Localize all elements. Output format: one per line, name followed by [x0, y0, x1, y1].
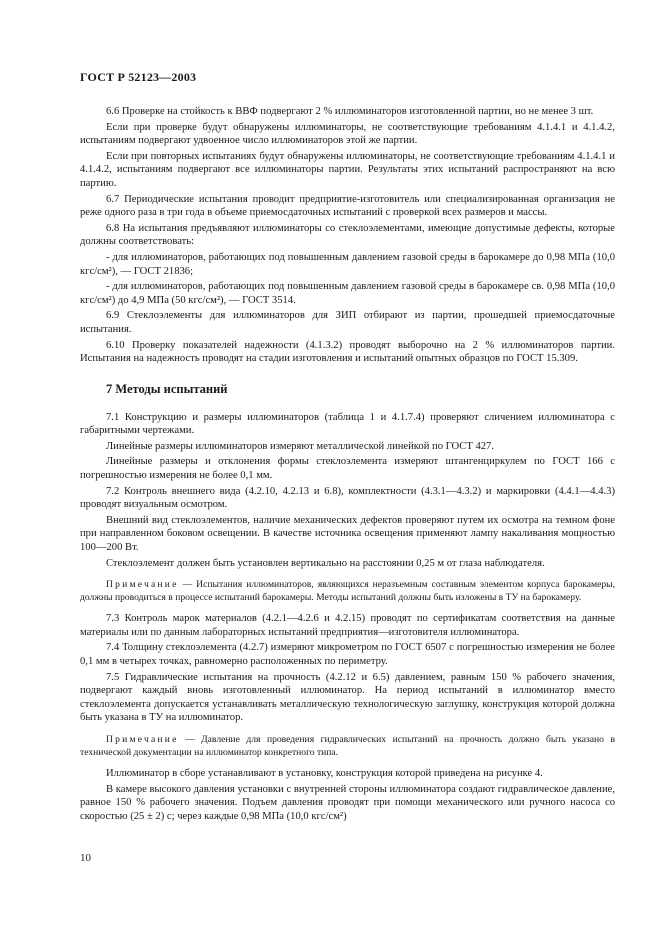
paragraph: Линейные размеры и отклонения формы стеклоэлемента измеряют штангенциркулем по ГОСТ 166 с погрешностью измерения не более 0,1 мм. — [80, 456, 615, 482]
paragraph: 6.7 Периодические испытания проводит предприятие-изготовитель или специализированная организация не реже одного раза в три года в объеме приемосдаточных испытаний с проверкой всех размеров и массы. — [80, 193, 615, 219]
paragraph: Внешний вид стеклоэлементов, наличие механических дефектов проверяют путем их осмотра на темном фоне при направленном боковом освещении. В качестве источника освещения применяют лампу накаливания мощностью 100—200 Вт. — [80, 514, 615, 554]
paragraph: 7.3 Контроль марок материалов (4.2.1—4.2.6 и 4.2.15) проводят по сертификатам соответствия на данные материалы или по данным лабораторных испытаний предприятия—изготовителя иллюминатора. — [80, 613, 615, 638]
page-number: 10 — [80, 852, 91, 864]
document-header: ГОСТ Р 52123—2003 — [80, 70, 197, 84]
paragraph: 7.2 Контроль внешнего вида (4.2.10, 4.2.13 и 6.8), комплектности (4.3.1—4.3.2) и маркировки (4.4.1—4.4.3) проводят визуальным осмотром. — [80, 485, 615, 511]
paragraph: - для иллюминаторов, работающих под повышенным давлением газовой среды в барокамере до 0,98 МПа (10,0 кгс/см²), — ГОСТ 21836; — [80, 251, 615, 277]
paragraph: 6.6 Проверке на стойкость к ВВФ подвергают 2 % иллюминаторов изготовленной партии, но не менее 3 шт. — [106, 106, 594, 117]
note-text: — Давление для проведения гидравлических испытаний на прочность должно быть указано в технической документации на иллюминатор конкретного типа. — [80, 733, 615, 758]
note — [80, 578, 615, 604]
document-page — [80, 70, 615, 825]
paragraph: - для иллюминаторов, работающих под повышенным давлением газовой среды в барокамере св. 0,98 МПа (10,0 кгс/см²) до 4,9 МПа (50 кгс/см²), — ГОСТ 3514. — [80, 281, 615, 306]
paragraph: Стеклоэлемент должен быть установлен вертикально на расстоянии 0,25 м от глаза наблюдателя. — [106, 557, 545, 569]
paragraph: 6.10 Проверку показателей надежности (4.1.3.2) проводят выборочно на 2 % иллюминаторов партии. Испытания на надежность проводят на стадии изготовления и испытаний опытных образцов по ГОСТ 15.309. — [80, 339, 615, 365]
paragraph: 7.1 Конструкцию и размеры иллюминаторов (таблица 1 и 4.1.7.4) проверяют сличением иллюминатора с габаритными чертежами. — [80, 411, 615, 437]
note-label: Примечание — [106, 579, 179, 591]
note — [80, 733, 615, 759]
paragraph: В камере высокого давления установки с внутренней стороны иллюминатора создают гидравлическое давление, равное 150 % рабочего значения. Подъем давления проводят при помощи механического или ручного насоса со скоростью (25 ± 2) с; через каждые 0,98 МПа (10,0 кгс/см²) — [80, 783, 615, 822]
paragraph: 6.8 На испытания предъявляют иллюминаторы со стеклоэлементами, имеющие допустимые дефекты, которые должны соответствовать: — [80, 222, 615, 248]
note-text: — Испытания иллюминаторов, являющихся неразъемным составным элементом корпуса барокамеры, должны проводиться в процессе испытаний барокамеры. Методы испытаний должны быть изложены в ТУ на барокамеру. — [80, 579, 615, 604]
section-title: 7 Методы испытаний — [106, 381, 228, 396]
paragraph: 7.4 Толщину стеклоэлемента (4.2.7) измеряют микрометром по ГОСТ 6507 с погрешностью измерения не более 0,1 мм в четырех точках, равномерно расположенных по периметру. — [80, 642, 615, 667]
paragraph: Иллюминатор в сборе устанавливают в установку, конструкция которой приведена на рисунке 4. — [106, 767, 543, 779]
paragraph: Если при проверке будут обнаружены иллюминаторы, не соответствующие требованиям 4.1.4.1 и 4.1.4.2, испытаниям подвергают удвоенное число иллюминаторов этой же партии. — [80, 121, 615, 147]
paragraph: 6.9 Стеклоэлементы для иллюминаторов для ЗИП отбирают из партии, прошедшей приемосдаточные испытания. — [80, 310, 615, 335]
paragraph: Линейные размеры иллюминаторов измеряют металлической линейкой по ГОСТ 427. — [106, 440, 495, 452]
note-label: Примечание — [106, 733, 179, 745]
paragraph: Если при повторных испытаниях будут обнаружены иллюминаторы, не соответствующие требованиям 4.1.4.1 и 4.1.4.2, испытаниям подвергают все иллюминаторы партии. Результаты этих испытаний распространяют на всю партию. — [80, 150, 615, 189]
paragraph: 7.5 Гидравлические испытания на прочность (4.2.12 и 6.5) давлением, равным 150 % рабочего значения, подвергают каждый вновь изготовленный иллюминатор. На период испытаний в иллюминатор вместо стеклоэлемента допускается устанавливать металлическую технологическую заглушку, конструкция которой должна быть указана в ТУ на иллюминатор. — [80, 671, 615, 724]
